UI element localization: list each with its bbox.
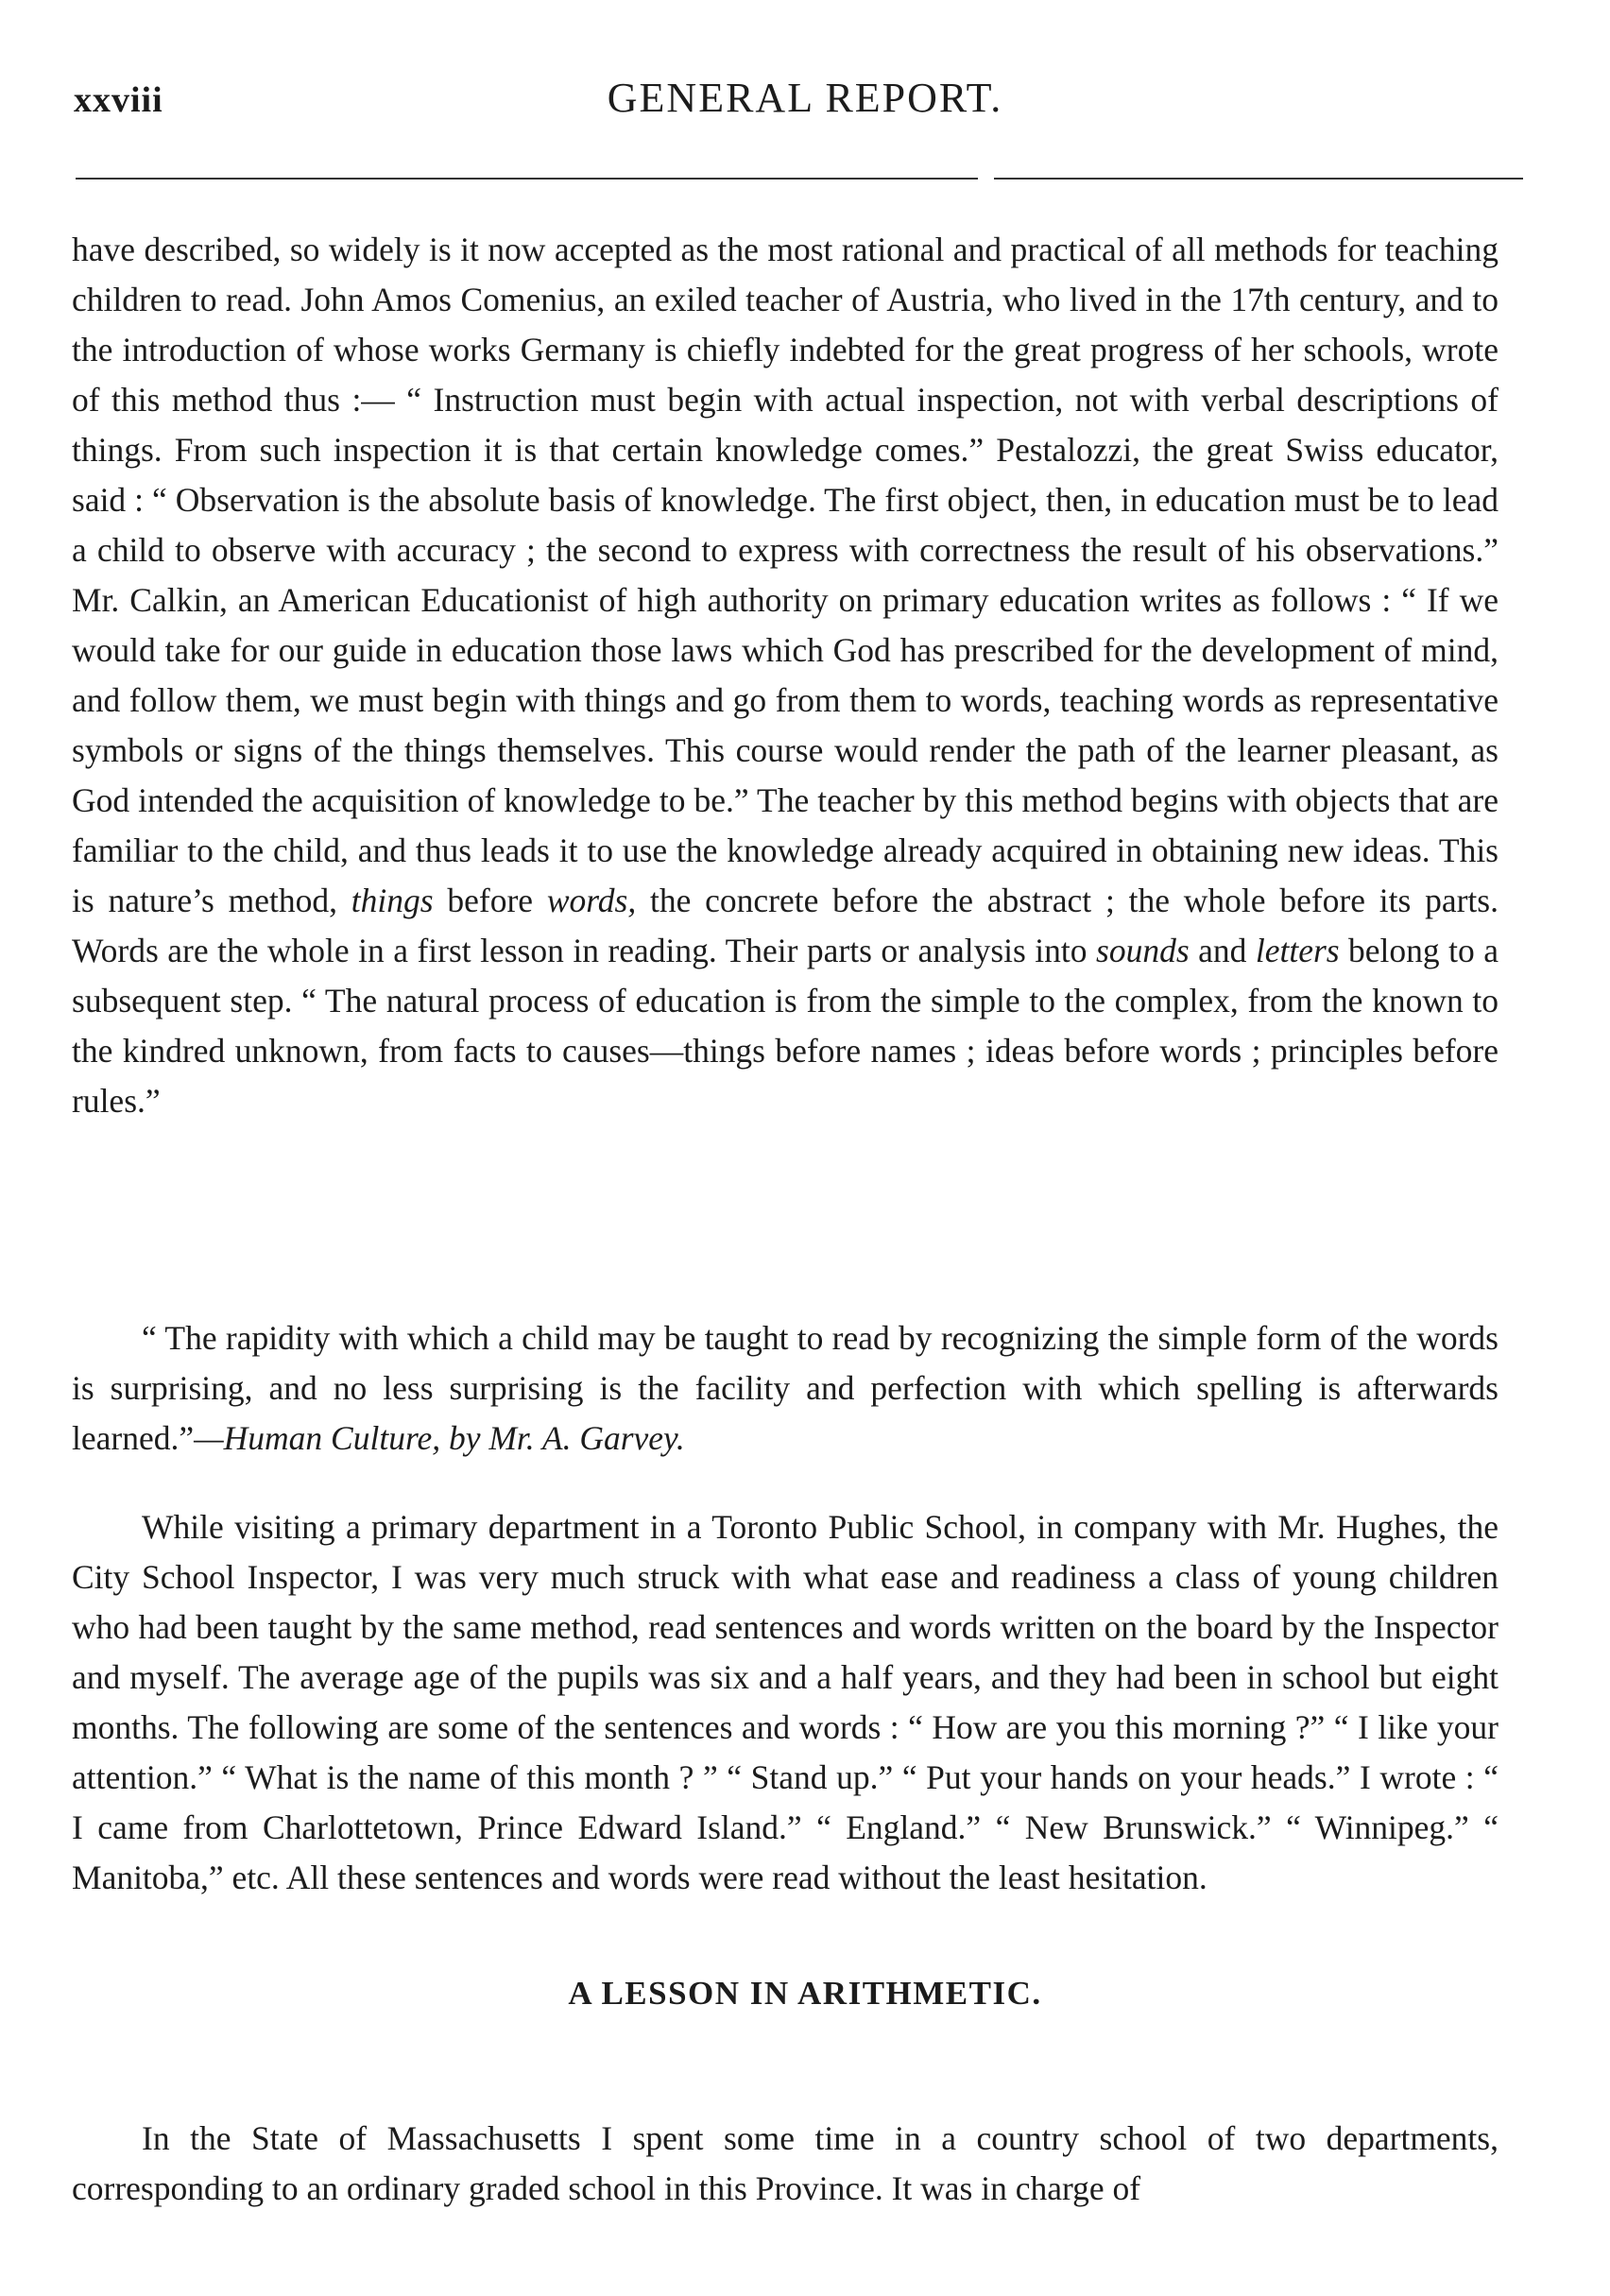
paragraph-continued (72, 225, 1499, 1126)
toronto-visit-paragraph: While visiting a primary department in a Toronto Public School, in company with Mr. Hughes, the City School Inspector, I was very much struck with what ease and readiness a class of young children who had been taught by the same method, read sentences and words written on the board by the Inspector and myself. The average age of the pupils was six and a half years, and they had been in school but eight months. The following are some of the sentences and words : “ How are you this morning ?” “ I like your attention.” “ What is the name of this month ? ” “ Stand up.” “ Put your hands on your heads.” I wrote : “ I came from Charlottetown, Prince Edward Island.” “ England.” “ New Brunswick.” “ Winnipeg.” “ Manitoba,” etc. All these sentences and words were read without the least hesitation. (72, 1508, 1499, 1896)
arithmetic-paragraph: In the State of Massachusetts I spent some time in a country school of two departments, corresponding to an ordinary graded school in this Province. It was in charge of (72, 2119, 1499, 2207)
quotation-paragraph (72, 1313, 1499, 1464)
quotation-text: “ The rapidity with which a child may be taught to read by recognizing the simple form of the words is surprising, and no less surprising is the facility and perfection with which spelling is afterwards learned.” (72, 1319, 1499, 1457)
paragraph-text: belong to a subsequent step. “ The natural process of education is from the simple to the complex, from the known to the kindred unknown, from facts to causes—things before names ; ideas before words ; principles before rules.” (72, 932, 1499, 1120)
emphasis-sounds: sounds (1096, 932, 1190, 969)
header-rule-right (994, 178, 1523, 180)
page-number: xxviii (74, 80, 163, 120)
paragraph-text: the concrete before the abstract ; the whole before its parts. Words are the whole in a first lesson in reading. Their parts or analysis into (72, 882, 1499, 969)
emphasis-letters: letters (1255, 932, 1340, 969)
emphasis-words: words, (546, 882, 637, 919)
header-rule-left (76, 178, 978, 180)
paragraph-text: have described, so widely is it now accepted as the most rational and practical of all methods for teaching children to read. John Amos Comenius, an exiled teacher of Austria, who lived in the 17th century, and to the introduction of whose works Germany is chiefly indebted for the great progress of her schools, wrote of this method thus :— “ Instruction must begin with actual inspection, not with verbal descriptions of things. From such inspection it is that certain knowledge comes.” Pestalozzi, the great Swiss educator, said : “ Observation is the absolute basis of knowledge. The first object, then, in education must be to lead a child to observe with accuracy ; the second to express with correctness the result of his observations.” Mr. Calkin, an American Educationist of high authority on primary education writes as follows : “ If we would take for our guide in education those laws which God has prescribed for the development of mind, and follow them, we must begin with things and go from them to words, teaching words as representative symbols or signs of the things themselves. This course would render the path of the learner pleasant, as God intended the acquisition of knowledge to be.” The teacher by this method begins with objects that are familiar to the child, and thus leads it to use the knowledge already acquired in obtaining new ideas. This is nature’s method, (72, 231, 1499, 919)
paragraph-text: before (433, 882, 547, 919)
emphasis-things: things (351, 882, 434, 919)
paragraph-text: and (1189, 932, 1256, 969)
quotation-citation: —Human Culture, by Mr. A. Garvey. (194, 1419, 685, 1457)
section-heading: A LESSON IN ARITHMETIC. (568, 1975, 1042, 2012)
running-head: GENERAL REPORT. (607, 75, 1003, 121)
